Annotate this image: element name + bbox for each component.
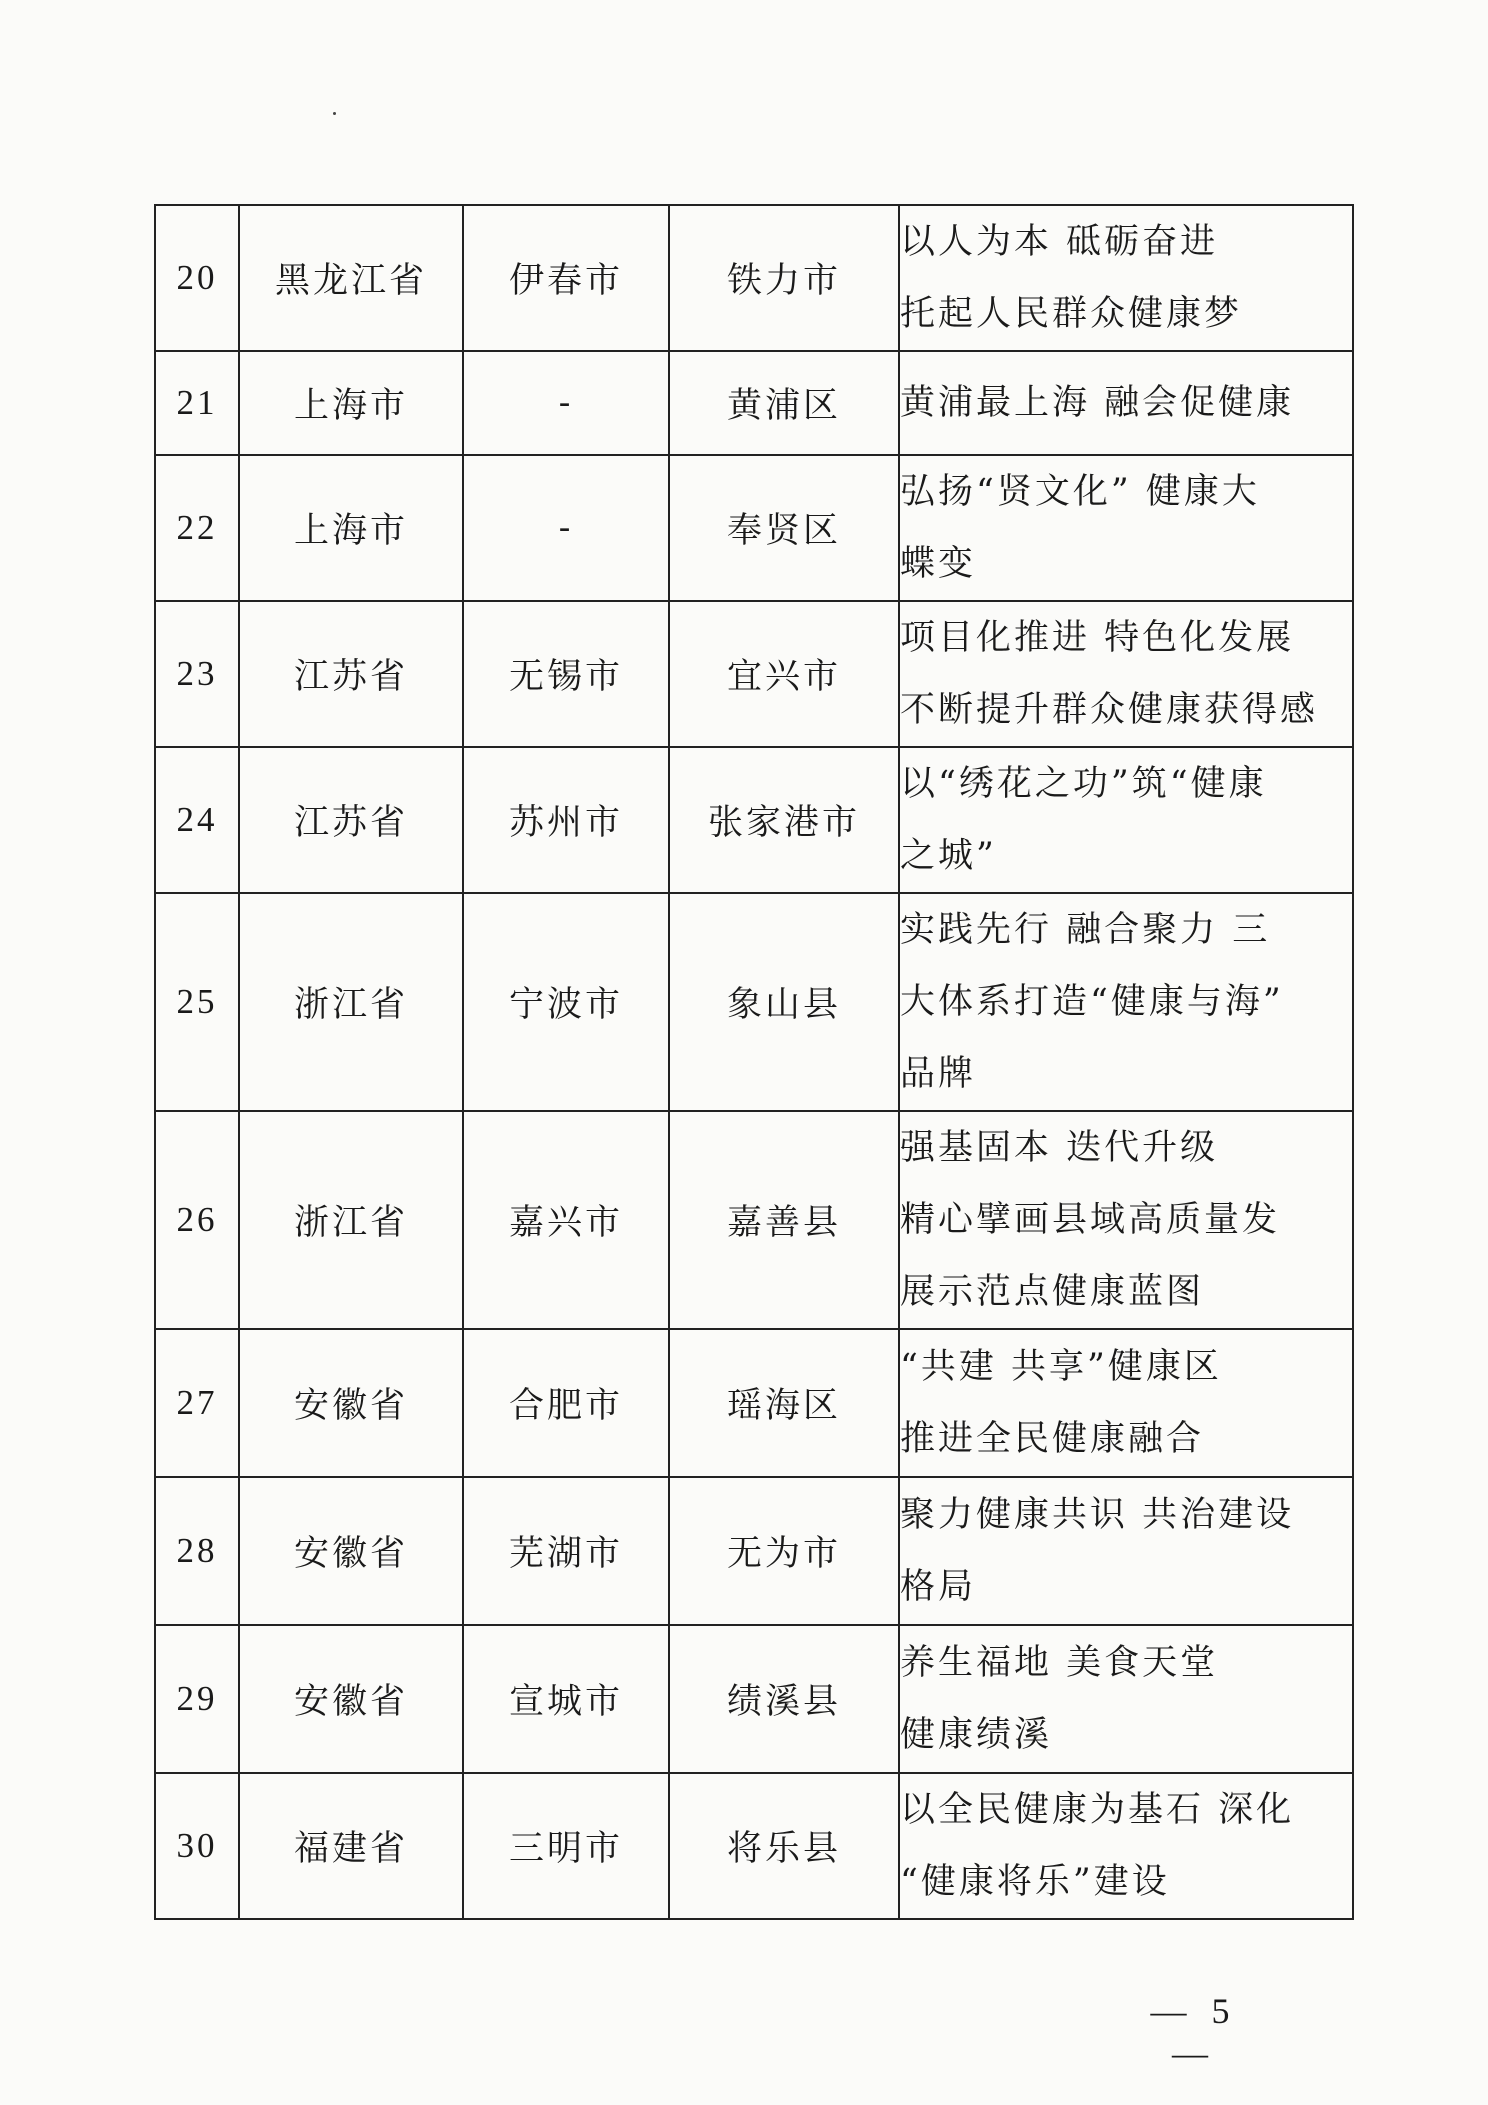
table-body	[155, 205, 1353, 1919]
slogan-line: 以全民健康为基石 深化	[900, 1790, 1295, 1830]
slogan-cell	[899, 1329, 1353, 1477]
county-cell: 铁力市	[669, 205, 899, 351]
province-cell: 福建省	[239, 1773, 463, 1919]
row-number-cell: 27	[155, 1329, 239, 1477]
slogan-line: 不断提升群众健康获得感	[900, 690, 1319, 730]
slogan-line: 弘扬“贤文化” 健康大	[900, 472, 1260, 512]
table-row	[155, 601, 1353, 747]
province-cell: 江苏省	[239, 601, 463, 747]
slogan-line: 强基固本 迭代升级	[900, 1128, 1219, 1168]
county-cell: 嘉善县	[669, 1111, 899, 1329]
row-number-cell: 20	[155, 205, 239, 351]
slogan-cell	[899, 1773, 1353, 1919]
table-row	[155, 1111, 1353, 1329]
row-number-cell: 26	[155, 1111, 239, 1329]
page-number: — 5 —	[1150, 1991, 1238, 2073]
city-cell: -	[463, 455, 669, 601]
slogan-line: “共建 共享”健康区	[900, 1347, 1222, 1387]
province-cell: 浙江省	[239, 1111, 463, 1329]
table-row	[155, 1329, 1353, 1477]
county-cell: 无为市	[669, 1477, 899, 1625]
city-cell: 芜湖市	[463, 1477, 669, 1625]
city-cell: 三明市	[463, 1773, 669, 1919]
document-table	[154, 204, 1354, 1920]
province-cell: 安徽省	[239, 1477, 463, 1625]
slogan-cell	[899, 601, 1353, 747]
table-row	[155, 1625, 1353, 1773]
slogan-line: 托起人民群众健康梦	[900, 294, 1243, 334]
slogan-line: 品牌	[900, 1054, 977, 1094]
slogan-line: 大体系打造“健康与海”	[900, 982, 1284, 1022]
city-cell: -	[463, 351, 669, 455]
slogan-cell	[899, 893, 1353, 1111]
slogan-cell	[899, 351, 1353, 455]
province-cell: 浙江省	[239, 893, 463, 1111]
slogan-line: 展示范点健康蓝图	[900, 1272, 1205, 1312]
city-cell: 嘉兴市	[463, 1111, 669, 1329]
county-cell: 奉贤区	[669, 455, 899, 601]
row-number-cell: 29	[155, 1625, 239, 1773]
city-cell: 无锡市	[463, 601, 669, 747]
province-cell: 江苏省	[239, 747, 463, 893]
row-number-cell: 21	[155, 351, 239, 455]
county-cell: 将乐县	[669, 1773, 899, 1919]
slogan-line: 健康绩溪	[900, 1715, 1053, 1755]
slogan-line: 以人为本 砥砺奋进	[900, 222, 1219, 262]
row-number-cell: 23	[155, 601, 239, 747]
slogan-line: 格局	[900, 1567, 977, 1607]
slogan-line: 推进全民健康融合	[900, 1419, 1205, 1459]
city-cell: 宣城市	[463, 1625, 669, 1773]
row-number-cell: 22	[155, 455, 239, 601]
slogan-cell	[899, 1625, 1353, 1773]
county-cell: 张家港市	[669, 747, 899, 893]
county-cell: 瑶海区	[669, 1329, 899, 1477]
city-cell: 伊春市	[463, 205, 669, 351]
slogan-line: 项目化推进 特色化发展	[900, 618, 1295, 658]
slogan-line: 聚力健康共识 共治建设	[900, 1495, 1295, 1535]
slogan-cell	[899, 205, 1353, 351]
row-number-cell: 28	[155, 1477, 239, 1625]
slogan-line: “健康将乐”建设	[900, 1862, 1170, 1902]
province-cell: 上海市	[239, 455, 463, 601]
slogan-line: 实践先行 融合聚力 三	[900, 910, 1271, 950]
county-cell: 黄浦区	[669, 351, 899, 455]
county-cell: 绩溪县	[669, 1625, 899, 1773]
county-cell: 宜兴市	[669, 601, 899, 747]
slogan-line: 精心擘画县域高质量发	[900, 1200, 1281, 1240]
slogan-line: 以“绣花之功”筑“健康	[900, 764, 1267, 804]
slogan-line: 黄浦最上海 融会促健康	[900, 383, 1295, 423]
scan-dot	[333, 112, 336, 115]
slogan-line: 蝶变	[900, 544, 977, 584]
province-cell: 上海市	[239, 351, 463, 455]
table-row	[155, 893, 1353, 1111]
table-row	[155, 351, 1353, 455]
slogan-cell	[899, 1477, 1353, 1625]
slogan-cell	[899, 455, 1353, 601]
row-number-cell: 24	[155, 747, 239, 893]
row-number-cell: 30	[155, 1773, 239, 1919]
table-row	[155, 455, 1353, 601]
slogan-cell	[899, 747, 1353, 893]
table-row	[155, 747, 1353, 893]
slogan-cell	[899, 1111, 1353, 1329]
province-cell: 安徽省	[239, 1329, 463, 1477]
table-row	[155, 1477, 1353, 1625]
county-cell: 象山县	[669, 893, 899, 1111]
city-cell: 苏州市	[463, 747, 669, 893]
city-cell: 合肥市	[463, 1329, 669, 1477]
province-cell: 安徽省	[239, 1625, 463, 1773]
table-row	[155, 1773, 1353, 1919]
table-row	[155, 205, 1353, 351]
slogan-line: 养生福地 美食天堂	[900, 1643, 1219, 1683]
city-cell: 宁波市	[463, 893, 669, 1111]
province-cell: 黑龙江省	[239, 205, 463, 351]
slogan-line: 之城”	[900, 836, 997, 876]
row-number-cell: 25	[155, 893, 239, 1111]
